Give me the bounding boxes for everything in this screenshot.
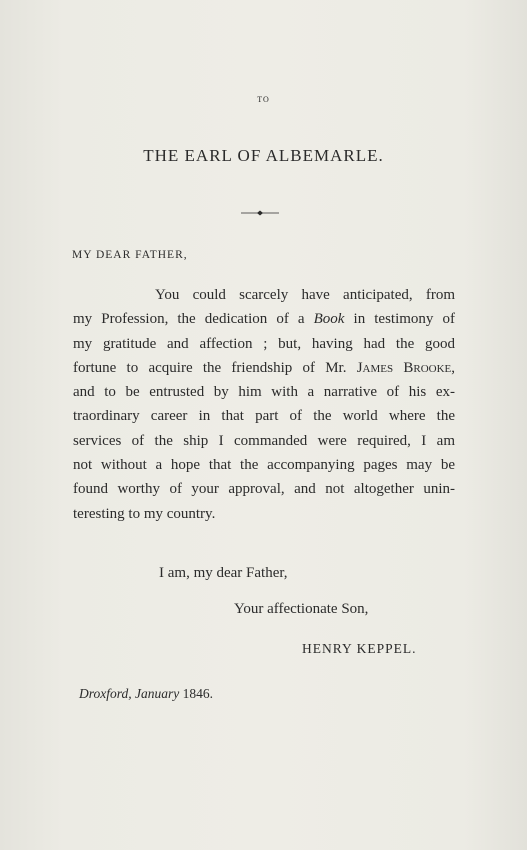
year: 1846.: [182, 686, 213, 701]
letter-line: fortune to acquire the friendship of Mr. James Brooke,: [73, 359, 456, 376]
book-word: Book: [313, 311, 345, 328]
signature: HENRY KEPPEL.: [302, 641, 417, 656]
letter-line: and to be entrusted by him with a narrative of his ex-: [73, 384, 455, 401]
letter-line: found worthy of your approval, and not altogether unin-: [73, 481, 455, 498]
letter-line: my Profession, the dedication of a Book in testimony of: [73, 311, 455, 328]
letter-line: You could scarcely have anticipated, from: [155, 287, 455, 303]
person-name: James Brooke: [356, 359, 452, 376]
dedication-title: THE EARL OF ALBEMARLE.: [143, 146, 384, 165]
letter-line: my gratitude and affection ; but, having had the good: [73, 335, 455, 352]
closing-line-2: Your affectionate Son,: [234, 601, 369, 617]
closing-line-1: I am, my dear Father,: [159, 565, 288, 581]
letter-line: teresting to my country.: [73, 505, 216, 522]
letter-body: [73, 283, 455, 526]
place: Droxford, January: [79, 686, 180, 701]
letter-line: not without a hope that the accompanying pages may be: [73, 457, 455, 474]
letter-line: traordinary career in that part of the world where the: [73, 408, 455, 425]
place-date: [79, 686, 213, 702]
letter-line: services of the ship I commanded were required, I am: [73, 432, 455, 449]
salutation: MY DEAR FATHER,: [72, 249, 188, 261]
ornament-divider: [241, 209, 279, 217]
dedication-to: TO: [257, 95, 270, 104]
